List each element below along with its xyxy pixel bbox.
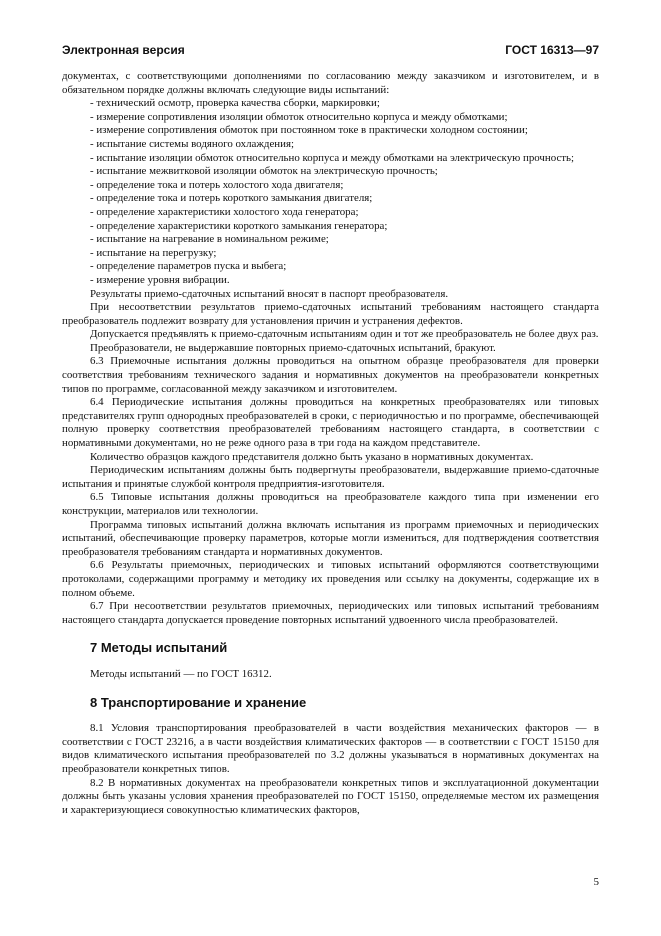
paragraph-results-passport: Результаты приемо-сдаточных испытаний вносят в паспорт преобразователя. xyxy=(90,287,449,300)
header-edition-label: Электронная версия xyxy=(62,43,185,57)
paragraph-periodic-subjects: Периодическим испытаниям должны быть подвергнуты преобразователи, выдержавшие приемо-сдаточные испытания и принятые службой контроля предприятия-изготовителя. xyxy=(62,464,599,490)
clause-6-3: 6.3 Приемочные испытания должны проводиться на опытном образце преобразователя для проверки соответствия требованиям технического задания и нормативных документов на преобразователи конкретных типов по программе, согласованной между заказчиком и изготовителем. xyxy=(62,355,599,395)
paragraph-sample-count: Количество образцов каждого представителя должно быть указано в нормативных документах. xyxy=(90,450,534,463)
clause-8-1: 8.1 Условия транспортирования преобразователей в части воздействия механических факторов — в соответствии с ГОСТ 23216, а в части воздействия климатических факторов — в соответствии с ГОСТ 15150 для видов климатического испытания преобразователей по 3.2 должны указываться в нормативных документах на преобразователи конкретных типов. xyxy=(62,722,599,775)
intro-paragraph: документах, с соответствующими дополнениями по согласованию между заказчиком и изготовителем, и в обязательном порядке должны включать следующие виды испытаний: xyxy=(62,70,599,96)
list-item: - определение характеристики короткого замыкания генератора; xyxy=(90,219,388,232)
paragraph-nonconformity: При несоответствии результатов приемо-сдаточных испытаний требованиям настоящего стандарта преобразователь подлежит возврату для установления причин и устранения дефектов. xyxy=(62,301,599,327)
list-item: - испытание на перегрузку; xyxy=(90,246,217,259)
paragraph-type-program: Программа типовых испытаний должна включать испытания из программ приемочных и периодических испытаний, обеспечивающие проверку параметров, которые могли измениться, для подтверждения соответствия преобразователя требованиям стандарта и нормативных документов. xyxy=(62,518,599,558)
document-body xyxy=(62,70,599,817)
list-item: - испытание изоляции обмоток относительно корпуса и между обмотками на электрическую прочность; xyxy=(90,151,575,164)
clause-6-4: 6.4 Периодические испытания должны проводиться на конкретных преобразователях или типовых представителях групп однородных преобразователей в сроки, с периодичностью и по программе, обеспечивающей полную проверку соответствия преобразователей требованиям настоящего стандарта, в соответствии с нормативными документами, но не реже одного раза в три года на каждом представителе. xyxy=(62,396,599,450)
list-item: - испытание межвитковой изоляции обмоток на электрическую прочность; xyxy=(90,165,438,178)
list-item: - измерение сопротивления обмоток при постоянном токе в практически холодном состоянии; xyxy=(90,124,528,137)
paragraph-resubmission: Допускается предъявлять к приемо-сдаточным испытаниям один и тот же преобразователь не более двух раз. xyxy=(90,328,599,341)
clause-6-7: 6.7 При несоответствии результатов приемочных, периодических или типовых испытаний требованиям настоящего стандарта допускается проведение повторных испытаний удвоенного числа преобразователей. xyxy=(62,600,599,626)
list-item: - определение параметров пуска и выбега; xyxy=(90,260,287,273)
paragraph-rejection: Преобразователи, не выдержавшие повторных приемо-сдаточных испытаний, бракуют. xyxy=(90,341,496,354)
list-item: - измерение сопротивления изоляции обмоток относительно корпуса и между обмотками; xyxy=(90,110,508,123)
clause-6-6: 6.6 Результаты приемочных, периодических и типовых испытаний оформляются соответствующими протоколами, содержащими программу и методику их проведения или ссылку на документы, содержащие их в полном объеме. xyxy=(62,559,599,599)
section-8-heading: 8 Транспортирование и хранение xyxy=(90,694,307,710)
clause-6-5: 6.5 Типовые испытания должны проводиться на преобразователе каждого типа при изменении его конструкции, материалов или технологии. xyxy=(62,491,599,517)
section-7-text: Методы испытаний — по ГОСТ 16312. xyxy=(90,667,272,680)
list-item: - определение тока и потерь короткого замыкания двигателя; xyxy=(90,192,373,205)
clause-8-2: 8.2 В нормативных документах на преобразователи конкретных типов и эксплуатационной документации должны быть указаны условия хранения преобразователей по ГОСТ 15150, определяемые местом их размещения и характеризующиеся совокупностью климатических факторов, xyxy=(62,776,599,816)
list-item: - определение тока и потерь холостого хода двигателя; xyxy=(90,178,344,191)
list-item: - испытание на нагревание в номинальном режиме; xyxy=(90,233,329,246)
page-number: 5 xyxy=(593,876,599,888)
list-item: - определение характеристики холостого хода генератора; xyxy=(90,205,359,218)
tests-list xyxy=(62,97,599,287)
section-7-heading: 7 Методы испытаний xyxy=(90,640,228,656)
list-item: - измерение уровня вибрации. xyxy=(90,273,230,286)
header-standard-number: ГОСТ 16313—97 xyxy=(505,43,599,57)
list-item: - испытание системы водяного охлаждения; xyxy=(90,137,294,150)
list-item: - технический осмотр, проверка качества сборки, маркировки; xyxy=(90,97,380,110)
